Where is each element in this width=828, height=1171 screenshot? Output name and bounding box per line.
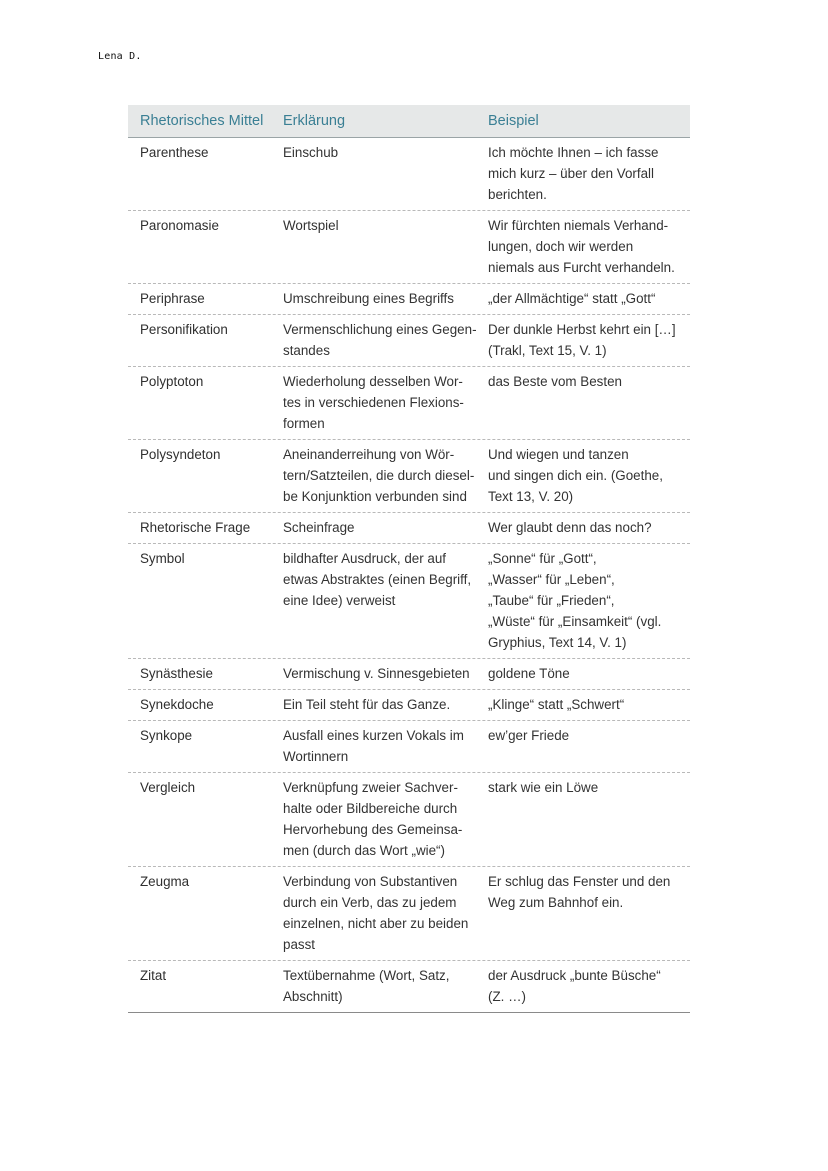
device-cell-line: Symbol xyxy=(140,551,185,566)
example-cell xyxy=(478,517,690,538)
example-cell-line: der Ausdruck „bunte Büsche“ xyxy=(488,968,661,983)
example-cell-line: und singen dich ein. (Goethe, xyxy=(488,468,663,483)
explanation-cell-line: Abschnitt) xyxy=(283,989,343,1004)
example-cell xyxy=(478,319,690,361)
example-cell-line: „Wasser“ für „Leben“, xyxy=(488,572,615,587)
example-cell-line: (Trakl, Text 15, V. 1) xyxy=(488,343,607,358)
explanation-cell xyxy=(271,777,478,861)
explanation-cell xyxy=(271,142,478,205)
device-cell xyxy=(128,215,271,278)
explanation-cell xyxy=(271,288,478,309)
explanation-cell-line: einzelnen, nicht aber zu beiden xyxy=(283,916,469,931)
device-cell-line: Rhetorische Frage xyxy=(140,520,251,535)
header-example: Beispiel xyxy=(488,113,539,129)
explanation-cell-line: Einschub xyxy=(283,145,339,160)
example-cell-line: „Taube“ für „Frieden“, xyxy=(488,593,615,608)
explanation-cell-line: Aneinanderreihung von Wör- xyxy=(283,447,455,462)
example-cell-line: das Beste vom Besten xyxy=(488,374,622,389)
example-cell xyxy=(478,871,690,955)
device-cell xyxy=(128,517,271,538)
explanation-cell-line: bildhafter Ausdruck, der auf xyxy=(283,551,447,566)
example-cell xyxy=(478,965,690,1007)
example-cell-line: stark wie ein Löwe xyxy=(488,780,599,795)
example-cell-line: Ich möchte Ihnen – ich fasse xyxy=(488,145,659,160)
example-cell-line: (Z. …) xyxy=(488,989,526,1004)
table-row xyxy=(128,543,690,658)
explanation-cell-line: durch ein Verb, das zu jedem xyxy=(283,895,457,910)
example-cell-line: „der Allmächtige“ statt „Gott“ xyxy=(488,291,656,306)
example-cell-line: Und wiegen und tanzen xyxy=(488,447,629,462)
explanation-cell-line: passt xyxy=(283,937,316,952)
explanation-cell-line: Umschreibung eines Begriffs xyxy=(283,291,454,306)
table-header xyxy=(128,105,690,138)
example-cell-line: „Wüste“ für „Einsamkeit“ (vgl. xyxy=(488,614,662,629)
header-device: Rhetorisches Mittel xyxy=(140,113,264,129)
explanation-cell-line: men (durch das Wort „wie“) xyxy=(283,843,445,858)
example-cell-line: Gryphius, Text 14, V. 1) xyxy=(488,635,627,650)
explanation-cell-line: Ein Teil steht für das Ganze. xyxy=(283,697,451,712)
explanation-cell xyxy=(271,871,478,955)
explanation-cell-line: Verknüpfung zweier Sachver- xyxy=(283,780,458,795)
example-cell xyxy=(478,663,690,684)
example-cell xyxy=(478,444,690,507)
explanation-cell-line: Wortspiel xyxy=(283,218,339,233)
table-row xyxy=(128,512,690,543)
explanation-cell-line: tern/Satzteilen, die durch diesel- xyxy=(283,468,475,483)
example-cell-line: Weg zum Bahnhof ein. xyxy=(488,895,624,910)
device-cell xyxy=(128,694,271,715)
example-cell-line: ew’ger Friede xyxy=(488,728,570,743)
explanation-cell-line: Vermischung v. Sinnesgebieten xyxy=(283,666,470,681)
explanation-cell xyxy=(271,371,478,434)
explanation-cell-line: formen xyxy=(283,416,325,431)
explanation-cell-line: Scheinfrage xyxy=(283,520,355,535)
example-cell xyxy=(478,215,690,278)
device-cell xyxy=(128,548,271,653)
table-row xyxy=(128,138,690,210)
explanation-cell-line: Hervorhebung des Gemeinsa- xyxy=(283,822,463,837)
device-cell xyxy=(128,965,271,1007)
example-cell-line: „Sonne“ für „Gott“, xyxy=(488,551,597,566)
explanation-cell xyxy=(271,548,478,653)
example-cell-line: goldene Töne xyxy=(488,666,570,681)
explanation-cell-line: halte oder Bildbereiche durch xyxy=(283,801,458,816)
device-cell xyxy=(128,663,271,684)
device-cell-line: Periphrase xyxy=(140,291,205,306)
explanation-cell xyxy=(271,444,478,507)
table-row xyxy=(128,720,690,772)
device-cell xyxy=(128,371,271,434)
header-explanation: Erklärung xyxy=(283,113,346,129)
table-body xyxy=(128,138,690,1012)
explanation-cell-line: Textübernahme (Wort, Satz, xyxy=(283,968,450,983)
example-cell-line: Text 13, V. 20) xyxy=(488,489,574,504)
table-row xyxy=(128,689,690,720)
explanation-cell-line: tes in verschiedenen Flexions- xyxy=(283,395,464,410)
explanation-cell-line: Verbindung von Substantiven xyxy=(283,874,458,889)
explanation-cell-line: standes xyxy=(283,343,330,358)
device-cell-line: Zitat xyxy=(140,968,167,983)
example-cell-line: Der dunkle Herbst kehrt ein […] xyxy=(488,322,676,337)
device-cell-line: Personifikation xyxy=(140,322,228,337)
device-cell xyxy=(128,444,271,507)
device-cell-line: Polyptoton xyxy=(140,374,204,389)
explanation-cell-line: Vermenschlichung eines Gegen- xyxy=(283,322,477,337)
table-bottom-rule xyxy=(128,1012,690,1013)
device-cell-line: Paronomasie xyxy=(140,218,219,233)
example-cell-line: Er schlug das Fenster und den xyxy=(488,874,671,889)
explanation-cell xyxy=(271,725,478,767)
device-cell xyxy=(128,319,271,361)
example-cell-line: Wir fürchten niemals Verhand- xyxy=(488,218,669,233)
device-cell-line: Polysyndeton xyxy=(140,447,221,462)
device-cell-line: Zeugma xyxy=(140,874,190,889)
table-row xyxy=(128,210,690,283)
explanation-cell-line: Wiederholung desselben Wor- xyxy=(283,374,463,389)
example-cell xyxy=(478,777,690,861)
table-row xyxy=(128,314,690,366)
explanation-cell-line: etwas Abstraktes (einen Begriff, xyxy=(283,572,472,587)
example-cell-line: Wer glaubt denn das noch? xyxy=(488,520,652,535)
table-row xyxy=(128,772,690,866)
explanation-cell-line: Wortinnern xyxy=(283,749,349,764)
device-cell-line: Synekdoche xyxy=(140,697,214,712)
device-cell xyxy=(128,725,271,767)
example-cell-line: lungen, doch wir werden xyxy=(488,239,634,254)
rhetoric-table xyxy=(128,105,690,1013)
example-cell xyxy=(478,288,690,309)
example-cell-line: niemals aus Furcht verhandeln. xyxy=(488,260,675,275)
device-cell-line: Vergleich xyxy=(140,780,196,795)
explanation-cell xyxy=(271,215,478,278)
example-cell-line: „Klinge“ statt „Schwert“ xyxy=(488,697,625,712)
example-cell xyxy=(478,725,690,767)
explanation-cell xyxy=(271,965,478,1007)
table-row xyxy=(128,866,690,960)
example-cell xyxy=(478,548,690,653)
explanation-cell-line: Ausfall eines kurzen Vokals im xyxy=(283,728,464,743)
explanation-cell xyxy=(271,319,478,361)
example-cell-line: berichten. xyxy=(488,187,547,202)
example-cell xyxy=(478,694,690,715)
device-cell-line: Parenthese xyxy=(140,145,209,160)
table-row xyxy=(128,439,690,512)
example-cell xyxy=(478,371,690,434)
explanation-cell-line: eine Idee) verweist xyxy=(283,593,396,608)
author-name: Lena D. xyxy=(98,51,142,62)
explanation-cell-line: be Konjunktion verbunden sind xyxy=(283,489,467,504)
explanation-cell xyxy=(271,663,478,684)
device-cell-line: Synästhesie xyxy=(140,666,213,681)
device-cell-line: Synkope xyxy=(140,728,193,743)
example-cell-line: mich kurz – über den Vorfall xyxy=(488,166,654,181)
table-row xyxy=(128,658,690,689)
example-cell xyxy=(478,142,690,205)
device-cell xyxy=(128,288,271,309)
device-cell xyxy=(128,871,271,955)
explanation-cell xyxy=(271,517,478,538)
device-cell xyxy=(128,142,271,205)
explanation-cell xyxy=(271,694,478,715)
table-row xyxy=(128,366,690,439)
table-row xyxy=(128,960,690,1012)
table-row xyxy=(128,283,690,314)
device-cell xyxy=(128,777,271,861)
